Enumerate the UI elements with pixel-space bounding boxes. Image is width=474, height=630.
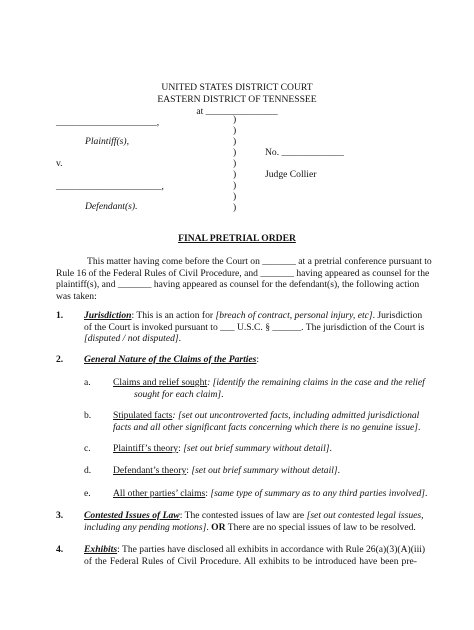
document-title: FINAL PRETRIAL ORDER [178,233,296,244]
item-e-letter: e. [84,488,91,499]
caption-paren: ) [233,202,237,213]
item-e-other-claims: All other parties’ claims: [same type of summary as to any third parties involved]. [113,488,428,499]
section-2-number: 2. [56,354,64,365]
item-d-heading: Defendant’s theory [113,465,187,476]
caption-paren: ) [233,158,237,169]
caption-paren: ) [233,191,237,202]
intro-line: This matter having come before the Court on _______ at a pretrial conference pursuant to [87,256,432,267]
item-b-stipulated-facts: Stipulated facts: [set out uncontroverted facts, including admitted jurisdictional facts and all other significant facts concerning which there is no genuine issue]. [113,410,421,433]
court-location: at _______________ [196,106,278,117]
item-b-letter: b. [84,410,92,421]
intro-line: plaintiff(s), and _______ having appeared as counsel for the defendant(s), the following action [56,279,420,291]
section-2-heading: General Nature of the Claims of the Parties [84,354,257,365]
item-b-heading: Stipulated facts [113,410,173,421]
item-a-letter: a. [84,377,91,388]
item-c-plaintiff-theory: Plaintiff’s theory: [set out brief summary without detail]. [113,443,332,454]
court-name: UNITED STATES DISTRICT COURT [161,82,313,93]
section-4-line-2: of the Federal Rules of Civil Procedure. All exhibits to be introduced have been pre- [84,556,417,567]
caption-paren: ) [233,180,237,191]
court-district: EASTERN DISTRICT OF TENNESSEE [157,94,317,105]
section-4-heading: Exhibits [84,544,118,555]
item-a-claims: Claims and relief sought: [identify the remaining claims in the case and the relief sought for each claim]. [113,377,425,400]
section-4-number: 4. [56,544,64,555]
versus-label: v. [56,158,63,169]
caption-paren: ) [233,136,237,147]
caption-paren: ) [233,169,237,180]
intro-paragraph [56,256,432,302]
item-a-heading: Claims and relief sought [113,377,208,388]
caption-paren: ) [233,147,237,158]
intro-line: Rule 16 of the Federal Rules of Civil Procedure, and _______ having appeared as counsel for the [56,267,430,279]
section-1-number: 1. [56,310,64,321]
caption-paren: ) [233,125,237,136]
item-e-heading: All other parties’ claims [113,488,206,499]
caption-paren: ) [233,114,237,125]
section-1-heading: Jurisdiction [84,310,132,321]
plaintiff-label: Plaintiff(s), [85,136,129,147]
item-c-heading: Plaintiff’s theory [113,443,179,454]
item-d-defendant-theory: Defendant’s theory: [set out brief summary without detail]. [113,465,341,476]
section-1-jurisdiction: Jurisdiction: This is an action for [breach of contract, personal injury, etc]. Jurisdiction of the Court is invoked pursuant to ___ U.S.C. § ______. The jurisdiction of the Court is [disputed / not disputed]. [84,310,425,345]
section-3-number: 3. [56,510,64,521]
plaintiff-blank: _____________________, [56,117,160,128]
defendant-label: Defendant(s). [85,201,138,212]
section-4-exhibits: Exhibits: The parties have disclosed all exhibits in accordance with Rule 26(a)(3)(A)(iii) [84,544,426,555]
intro-line: was taken: [56,290,97,302]
item-c-letter: c. [84,443,91,454]
section-3-heading: Contested Issues of Law [84,510,180,521]
case-number: No. _____________ [265,147,344,158]
judge-name: Judge Collier [265,169,317,180]
defendant-blank: ______________________, [56,181,164,192]
item-d-letter: d. [84,465,92,476]
section-3-contested-issues: Contested Issues of Law: The contested issues of law are [set out contested legal issues, including any pending motions]. OR There are no special issues of law to be resolved. [84,510,424,533]
section-2-heading-line: General Nature of the Claims of the Parties: [84,354,260,365]
